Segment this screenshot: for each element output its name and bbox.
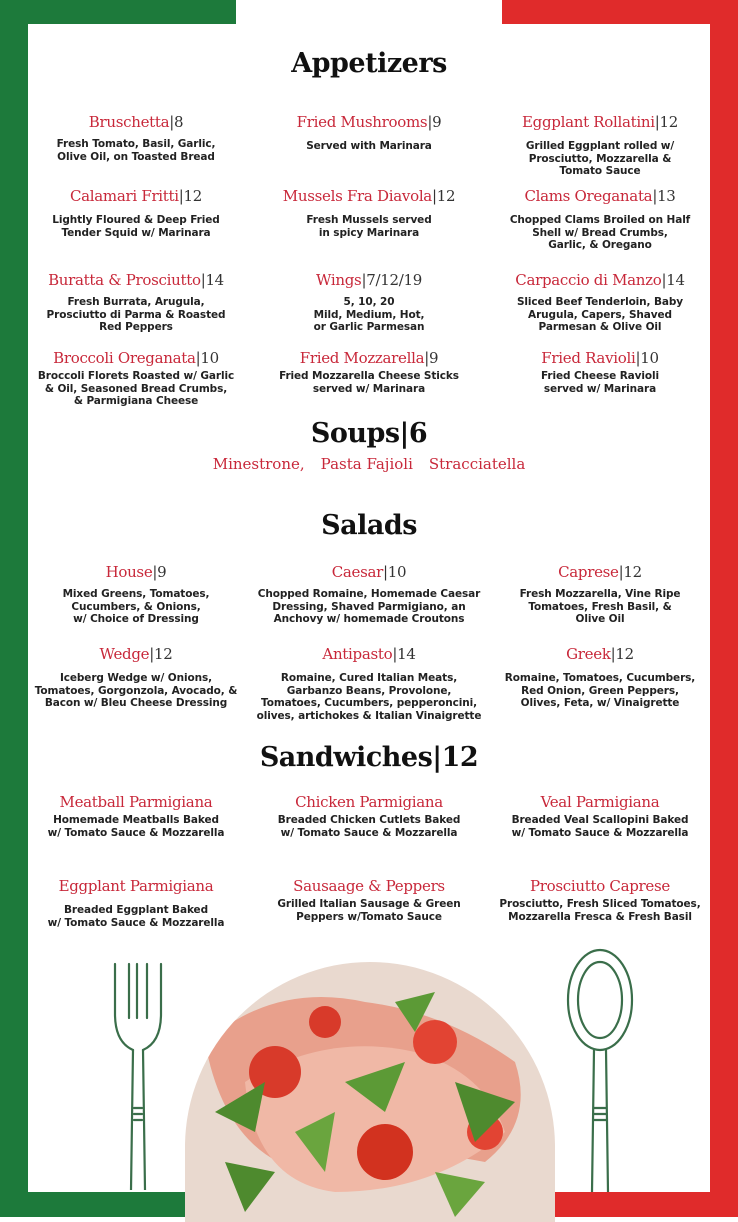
menu-item xyxy=(20,186,252,239)
menu-item xyxy=(484,562,716,626)
item-price: |14 xyxy=(392,645,416,663)
menu-item xyxy=(484,876,716,923)
item-name: Clams Oreganata xyxy=(524,187,653,205)
menu-item xyxy=(484,186,716,252)
item-name: Greek xyxy=(566,645,611,663)
menu-item xyxy=(14,348,258,408)
item-name: Eggplant Rollatini xyxy=(522,113,655,131)
item-price: |10 xyxy=(635,349,659,367)
menu-item xyxy=(20,876,252,929)
menu-item xyxy=(253,112,485,153)
menu-item xyxy=(10,644,262,710)
menu-item xyxy=(246,644,492,722)
item-name: Fried Mushrooms xyxy=(296,113,428,131)
item-description: Iceberg Wedge w/ Onions, Tomatoes, Gorgonzola, Avocado, & Bacon w/ Bleu Cheese Dressing xyxy=(34,672,238,709)
item-name: Antipasto xyxy=(322,645,393,663)
item-price: |10 xyxy=(383,563,407,581)
item-price: |12 xyxy=(149,645,173,663)
soups-list xyxy=(0,455,738,473)
menu-item xyxy=(484,112,716,178)
item-description: Grilled Italian Sausage & Green Peppers w/Tomato Sauce xyxy=(277,898,461,923)
item-name: Caesar xyxy=(331,563,384,581)
item-name: House xyxy=(105,563,153,581)
menu-item xyxy=(484,792,716,839)
item-description: Homemade Meatballs Baked w/ Tomato Sauce & Mozzarella xyxy=(47,814,225,839)
item-name: Meatball Parmigiana xyxy=(59,793,213,811)
item-description: Lightly Floured & Deep Fried Tender Squid w/ Marinara xyxy=(52,214,220,239)
item-description: Chopped Clams Broiled on Half Shell w/ Bread Crumbs, Garlic, & Oregano xyxy=(509,214,691,251)
item-price: |8 xyxy=(169,113,184,131)
appetizers-heading: Appetizers xyxy=(291,48,447,79)
menu-item xyxy=(14,270,258,334)
item-description: Breaded Chicken Cutlets Baked w/ Tomato Sauce & Mozzarella xyxy=(277,814,461,839)
item-description: Broccoli Florets Roasted w/ Garlic & Oil, Seasoned Bread Crumbs, & Parmigiana Cheese xyxy=(37,370,235,407)
soup-item: Pasta Fajioli xyxy=(320,455,413,473)
item-price: |13 xyxy=(652,187,676,205)
item-price: |12 xyxy=(654,113,678,131)
soups-heading: Soups|6 xyxy=(310,418,428,449)
menu-item xyxy=(484,270,716,334)
item-name: Bruschetta xyxy=(88,113,170,131)
item-price: |14 xyxy=(661,271,685,289)
menu-item xyxy=(20,792,252,839)
item-name: Caprese xyxy=(558,563,619,581)
item-name: Buratta & Prosciutto xyxy=(48,271,201,289)
spoon-icon xyxy=(560,948,640,1192)
item-name: Chicken Parmigiana xyxy=(295,793,443,811)
item-price: |14 xyxy=(200,271,224,289)
item-description: Fresh Tomato, Basil, Garlic, Olive Oil, on Toasted Bread xyxy=(56,138,216,163)
item-name: Sausaage & Peppers xyxy=(293,877,445,895)
item-name: Broccoli Oreganata xyxy=(53,349,196,367)
item-description: Breaded Veal Scallopini Baked w/ Tomato Sauce & Mozzarella xyxy=(511,814,689,839)
item-price: |12 xyxy=(431,187,456,205)
item-name: Fried Ravioli xyxy=(541,349,636,367)
fork-icon xyxy=(105,958,171,1190)
item-price: |7/12/19 xyxy=(361,271,422,289)
menu-item xyxy=(20,562,252,626)
item-price: |9 xyxy=(424,349,439,367)
item-description: Chopped Romaine, Homemade Caesar Dressing, Shaved Parmigiano, an Anchovy w/ homemade Croutons xyxy=(257,588,481,625)
item-name: Fried Mozzarella xyxy=(299,349,425,367)
item-price: |9 xyxy=(152,563,167,581)
item-name: Veal Parmigiana xyxy=(540,793,660,811)
soup-item: Stracciatella xyxy=(428,455,526,473)
item-name: Calamari Fritti xyxy=(69,187,179,205)
item-description: Sliced Beef Tenderloin, Baby Arugula, Capers, Shaved Parmesan & Olive Oil xyxy=(516,296,684,333)
item-name: Prosciutto Caprese xyxy=(530,877,670,895)
menu-item xyxy=(253,876,485,923)
menu-item xyxy=(20,112,252,163)
item-description: Grilled Eggplant rolled w/ Prosciutto, Mozzarella & Tomato Sauce xyxy=(525,140,675,177)
item-name: Eggplant Parmigiana xyxy=(58,877,214,895)
menu-item xyxy=(253,186,485,239)
item-description: Prosciutto, Fresh Sliced Tomatoes, Mozzarella Fresca & Fresh Basil xyxy=(499,898,701,923)
soup-item: Minestrone, xyxy=(212,455,305,473)
item-description: Romaine, Tomatoes, Cucumbers, Red Onion, Green Peppers, Olives, Feta, w/ Vinaigrette xyxy=(504,672,696,709)
item-price: |9 xyxy=(427,113,442,131)
item-description: Served with Marinara xyxy=(306,140,432,152)
item-description: Romaine, Cured Italian Meats, Garbanzo Beans, Provolone, Tomatoes, Cucumbers, pepperoncini, olives, artichokes & Italian Vinaigrette xyxy=(256,672,482,722)
item-price: |12 xyxy=(610,645,634,663)
item-description: Breaded Eggplant Baked w/ Tomato Sauce & Mozzarella xyxy=(47,904,225,929)
item-price: |12 xyxy=(178,187,203,205)
item-description: Mixed Greens, Tomatoes, Cucumbers, & Onions, w/ Choice of Dressing xyxy=(62,588,210,625)
item-description: Fresh Mussels served in spicy Marinara xyxy=(306,214,432,239)
item-name: Wedge xyxy=(99,645,150,663)
item-description: Fresh Mozzarella, Vine Ripe Tomatoes, Fresh Basil, & Olive Oil xyxy=(519,588,681,625)
menu-item xyxy=(253,792,485,839)
menu-item xyxy=(253,348,485,395)
item-price: |10 xyxy=(195,349,219,367)
item-name: Wings xyxy=(316,271,362,289)
menu-item xyxy=(484,644,716,710)
salads-heading: Salads xyxy=(321,510,417,541)
item-description: Fried Mozzarella Cheese Sticks served w/ Marinara xyxy=(279,370,459,395)
item-description: Fried Cheese Ravioli served w/ Marinara xyxy=(540,370,660,395)
item-description: 5, 10, 20 Mild, Medium, Hot, or Garlic Parmesan xyxy=(313,296,425,333)
item-description: Fresh Burrata, Arugula, Prosciutto di Parma & Roasted Red Peppers xyxy=(46,296,226,333)
item-price: |12 xyxy=(618,563,642,581)
item-name: Carpaccio di Manzo xyxy=(515,271,662,289)
menu-item xyxy=(246,562,492,626)
menu-item xyxy=(484,348,716,395)
item-name: Mussels Fra Diavola xyxy=(282,187,432,205)
sandwiches-heading: Sandwiches|12 xyxy=(259,742,479,773)
menu-item xyxy=(253,270,485,334)
